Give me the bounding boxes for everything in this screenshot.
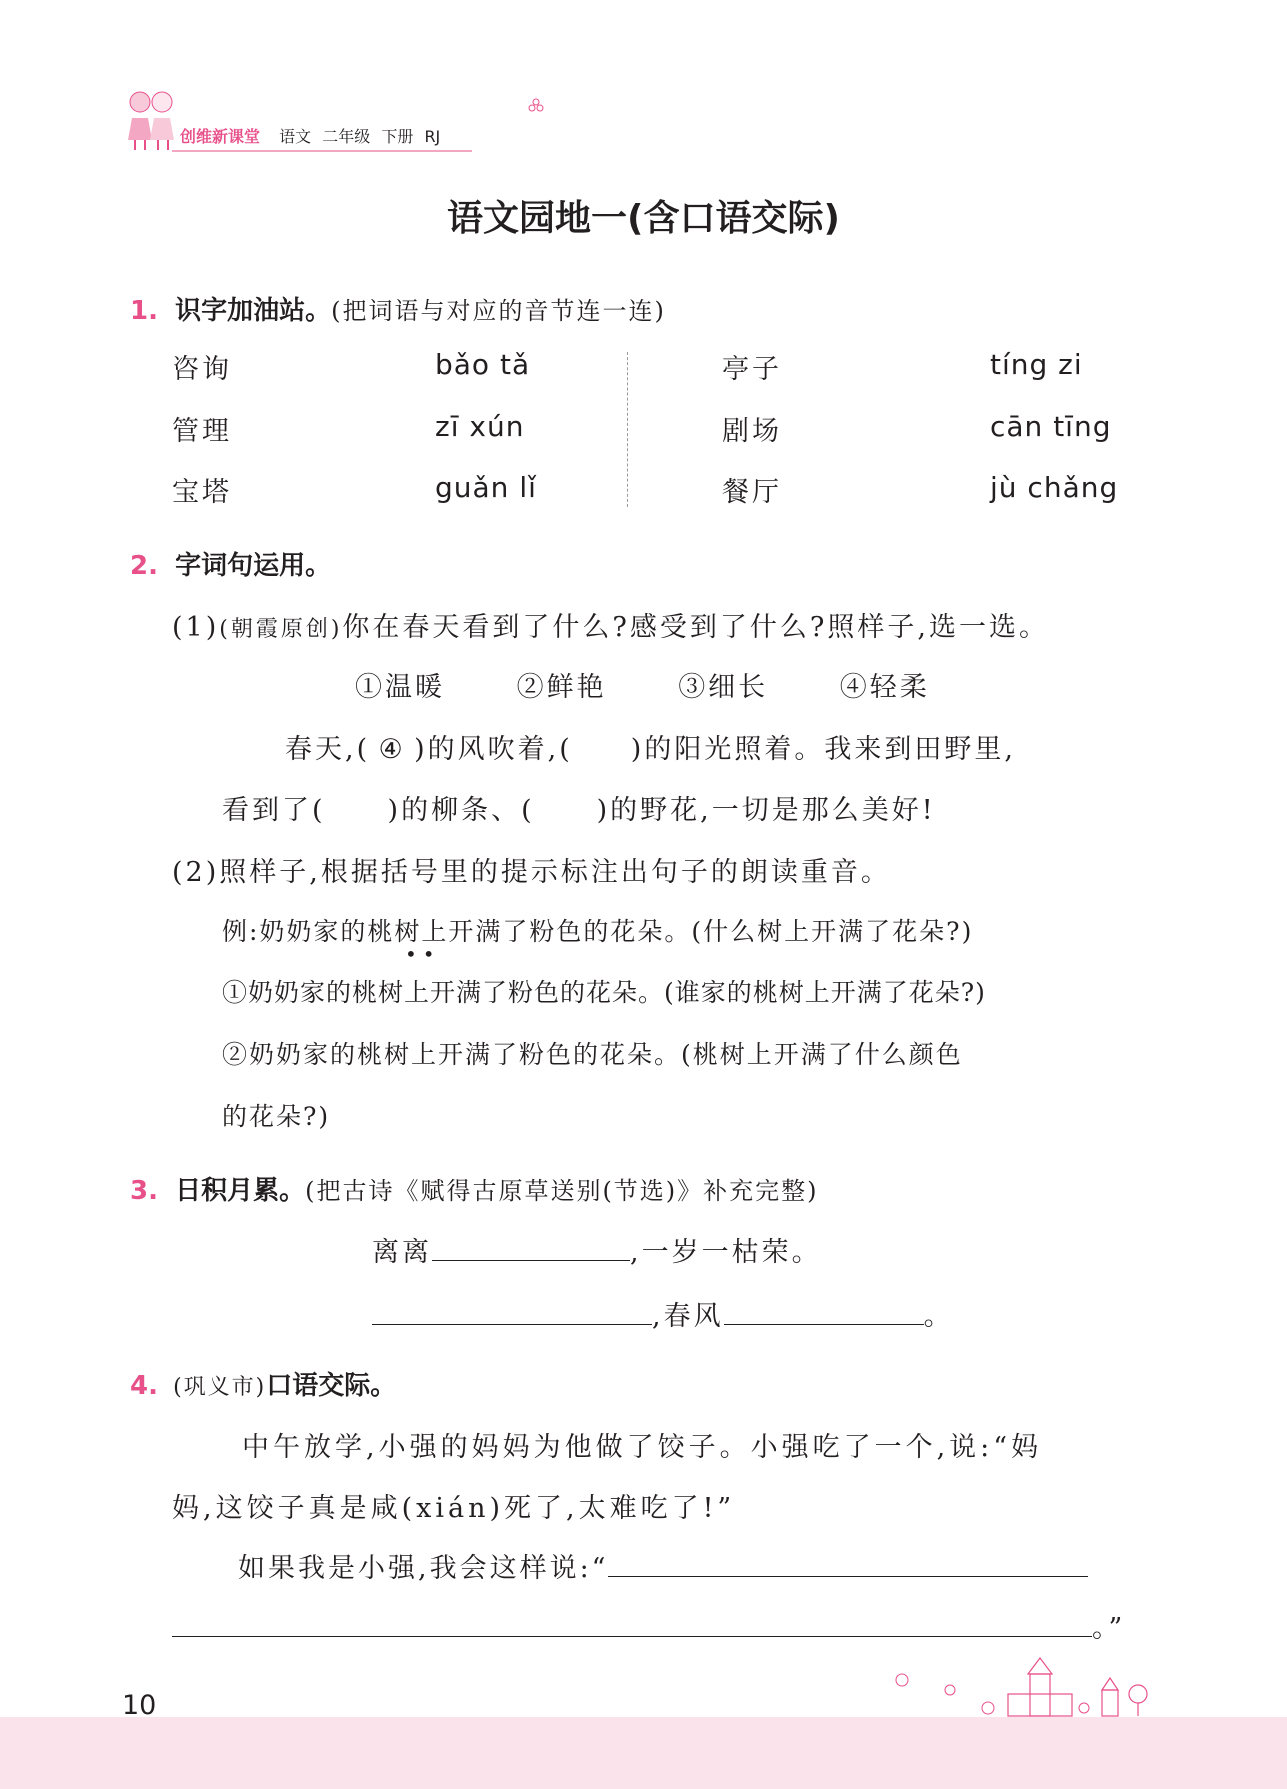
q3-number: 3. (130, 1176, 158, 1206)
q1-right-word-3: 餐厅 (722, 477, 782, 508)
q3-blank-3[interactable] (724, 1323, 924, 1325)
q2-part1-source: (朝霞原创) (219, 617, 343, 642)
q4-source: (巩义市) (173, 1375, 267, 1400)
header-volume: 下册 (381, 127, 414, 146)
q2-part2-text: (2)照样子,根据括号里的提示标注出句子的朗读重音。 (172, 857, 891, 888)
page-number: 10 (122, 1690, 157, 1721)
header-edition: RJ (424, 127, 441, 146)
q2-option-2: ②鲜艳 (516, 672, 607, 703)
q2-example-emphasis-dots: •• (405, 942, 441, 966)
header-subject: 语文 (279, 127, 312, 146)
q4-title: 口语交际。 (266, 1371, 397, 1401)
q2-part1-line (172, 605, 1049, 644)
q2-fill-text-a: 春天,( (285, 734, 371, 765)
q1-note: (把词语与对应的音节连一连) (331, 297, 666, 325)
q4-heading (130, 1365, 396, 1402)
q3-line2-end: 。 (923, 1301, 954, 1332)
q3-line-1 (372, 1230, 822, 1269)
q3-blank-1[interactable] (432, 1259, 630, 1261)
q2-fill-text-f: )的野花,一切是那么美好! (596, 795, 936, 826)
q2-options (355, 665, 930, 704)
q2-part1-text: 你在春天看到了什么?感受到了什么?照样子,选一选。 (342, 612, 1049, 643)
q1-left-pinyin-2: zī xún (435, 410, 525, 443)
q1-left-word-1: 咨询 (172, 354, 232, 385)
header-illustration-girls (122, 88, 182, 152)
q1-left-word-3: 宝塔 (172, 477, 232, 508)
footer-illustration-castle (880, 1650, 1170, 1722)
q1-right-word-1: 亭子 (722, 354, 782, 385)
q3-title: 日积月累。 (175, 1176, 306, 1206)
q2-fill-line-1 (285, 727, 1016, 766)
q2-fill-text-e: )的柳条、( (387, 795, 535, 826)
q1-right-pinyin-3: jù chǎng (990, 471, 1119, 504)
q1-title: 识字加油站。 (175, 296, 332, 326)
q3-blank-2[interactable] (372, 1323, 652, 1325)
q2-number: 2. (130, 551, 158, 581)
q4-end-quote: 。” (1092, 1613, 1126, 1644)
header-underline (172, 150, 472, 152)
q3-heading (130, 1170, 819, 1207)
q2-fill-line-2 (222, 788, 936, 827)
q1-left-word-2: 管理 (172, 416, 232, 447)
q1-left-pinyin-3: guǎn lǐ (435, 471, 537, 504)
q3-line1-end: ,一岁一枯荣。 (630, 1237, 822, 1268)
q2-fill-text-d: 看到了( (222, 795, 326, 826)
q2-option-1: ①温暖 (355, 672, 445, 703)
q2-part1-label: (1) (172, 612, 220, 643)
q2-example: 例:奶奶家的桃树上开满了粉色的花朵。(什么树上开满了花朵?) (222, 917, 974, 946)
q3-line-2 (372, 1294, 954, 1333)
q2-heading (130, 545, 331, 582)
q4-answer-line-2 (172, 1606, 1125, 1645)
q2-item-2b: 的花朵?) (222, 1102, 331, 1131)
header-grade: 二年级 (322, 127, 371, 146)
header-brand: 创维新课堂 (180, 127, 261, 146)
q2-fill-answer: ④ (378, 734, 406, 765)
q4-paragraph-1a: 中午放学,小强的妈妈为他做了饺子。小强吃了一个,说:“妈 (242, 1432, 1043, 1463)
page-title: 语文园地一(含口语交际) (447, 198, 840, 239)
q4-answer-blank-1[interactable] (608, 1575, 1088, 1577)
q4-number: 4. (130, 1371, 158, 1401)
q4-prompt-line (238, 1546, 1088, 1585)
q1-right-pinyin-2: cān tīng (990, 410, 1112, 443)
q4-paragraph-1b: 妈,这饺子真是咸(xián)死了,太难吃了!” (172, 1493, 736, 1524)
q1-left-pinyin-1: bǎo tǎ (435, 348, 531, 381)
q2-item-1: ①奶奶家的桃树上开满了粉色的花朵。(谁家的桃树上开满了花朵?) (222, 978, 986, 1007)
footer-band (0, 1717, 1287, 1789)
q2-title: 字词句运用。 (175, 551, 332, 581)
q1-right-word-2: 剧场 (722, 416, 782, 447)
q3-note: (把古诗《赋得古原草送别(节选)》补充完整) (305, 1177, 819, 1205)
q4-prompt: 如果我是小强,我会这样说:“ (238, 1553, 609, 1584)
q3-line2-middle: ,春风 (652, 1301, 724, 1332)
q4-answer-blank-2[interactable] (172, 1635, 1092, 1637)
q1-divider (627, 352, 628, 507)
q1-number: 1. (130, 296, 158, 326)
q2-item-2a: ②奶奶家的桃树上开满了粉色的花朵。(桃树上开满了什么颜色 (222, 1040, 963, 1069)
header-bar (180, 124, 480, 148)
q1-right-pinyin-1: tíng zi (990, 348, 1083, 381)
q2-option-4: ④轻柔 (839, 672, 930, 703)
q2-fill-text-b: )的风吹着,( (414, 734, 573, 765)
q2-option-3: ③细长 (678, 672, 769, 703)
header-flower-icon (528, 98, 544, 114)
q3-line1-start: 离离 (372, 1237, 432, 1268)
q1-heading (130, 290, 666, 327)
q2-fill-text-c: )的阳光照着。我来到田野里, (630, 734, 1016, 765)
